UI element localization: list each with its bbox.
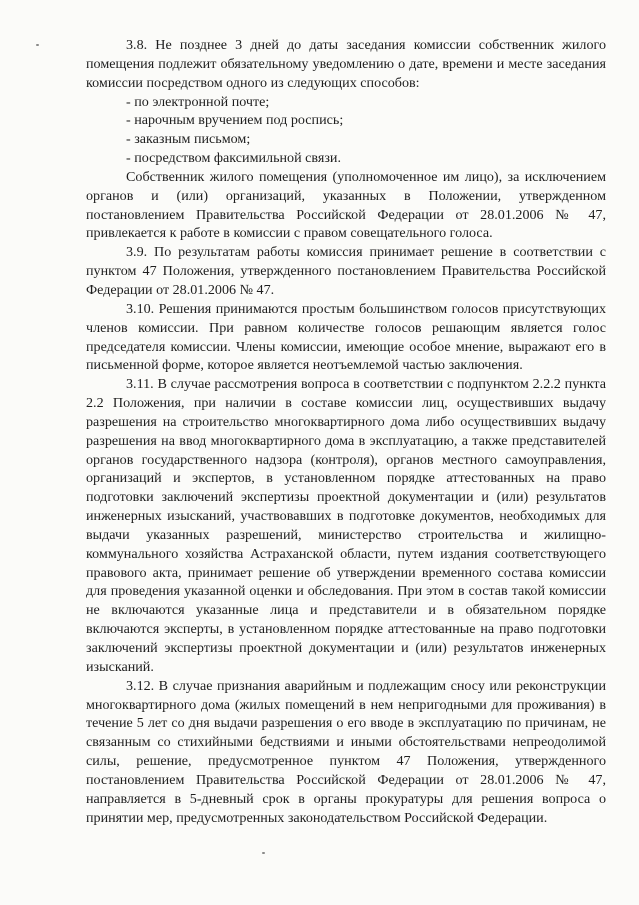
paragraph-owner: Собственник жилого помещения (уполномоченное им лицо), за исключением органов и (или) организаций, указанных в Положении, утвержденном постановлением Правительства Российской Федерации от 28.01.2006 № 47, привлекается к работе в комиссии с правом совещательного голоса.	[86, 168, 606, 242]
list-item-hand-delivery: - нарочным вручением под роспись;	[126, 112, 344, 129]
list-item-email: - по электронной почте;	[126, 93, 270, 110]
list-item-registered-mail: - заказным письмом;	[126, 131, 251, 148]
paragraph-3-12: 3.12. В случае признания аварийным и подлежащим сносу или реконструкции многоквартирного дома (жилых помещений в нем непригодными для проживания) в течение 5 лет со дня выдачи разрешения о его вводе в эксплуатацию по причинам, не связанным со стихийными бедствиями и иными обстоятельствами непреодолимой силы, решение, предусмотренное пунктом 47 Положения, утвержденного постановлением Правительства Российской Федерации от 28.01.2006 № 47, направляется в 5-дневный срок в органы прокуратуры для решения вопроса о принятии мер, предусмотренных законодательством Российской Федерации.	[86, 677, 606, 826]
scan-speck	[262, 852, 265, 854]
list-item-fax: - посредством факсимильной связи.	[126, 150, 341, 167]
paragraph-3-10: 3.10. Решения принимаются простым большинством голосов присутствующих членов комиссии. При равном количестве голосов решающим является голос председателя комиссии. Члены комиссии, имеющие особое мнение, выражают его в письменной форме, которое является неотъемлемой частью заключения.	[86, 300, 606, 374]
paragraph-3-11: 3.11. В случае рассмотрения вопроса в соответствии с подпунктом 2.2.2 пункта 2.2 Положения, при наличии в составе комиссии лиц, осуществивших выдачу разрешения на строительство многоквартирного дома либо осуществивших выдачу разрешения на ввод многоквартирного дома в эксплуатацию, а также представителей органов государственного надзора (контроля), органов местного самоуправления, организаций и экспертов, в установленном порядке аттестованных на право подготовки заключений экспертизы проектной документации и (или) результатов инженерных изысканий, участвовавших в подготовке документов, необходимых для выдачи указанных разрешений, министерство строительства и жилищно-коммунального хозяйства Астраханской области, путем издания соответствующего правового акта, принимает решение об утверждении временного состава комиссии для проведения указанной оценки и обследования. При этом в состав такой комиссии не включаются указанные лица и представители и в обязательном порядке включаются эксперты, в установленном порядке аттестованные на право подготовки заключений экспертизы проектной документации и (или) результатов инженерных изысканий.	[86, 376, 606, 675]
scan-speck	[36, 44, 39, 46]
paragraph-3-8: 3.8. Не позднее 3 дней до даты заседания комиссии собственник жилого помещения подлежит обязательному уведомлению о дате, времени и месте заседания комиссии посредством одного из следующих способов:	[86, 37, 606, 91]
paragraph-3-9: 3.9. По результатам работы комиссия принимает решение в соответствии с пунктом 47 Положения, утвержденного постановлением Правительства Российской Федерации от 28.01.2006 № 47.	[86, 244, 606, 298]
document-body	[86, 36, 606, 827]
